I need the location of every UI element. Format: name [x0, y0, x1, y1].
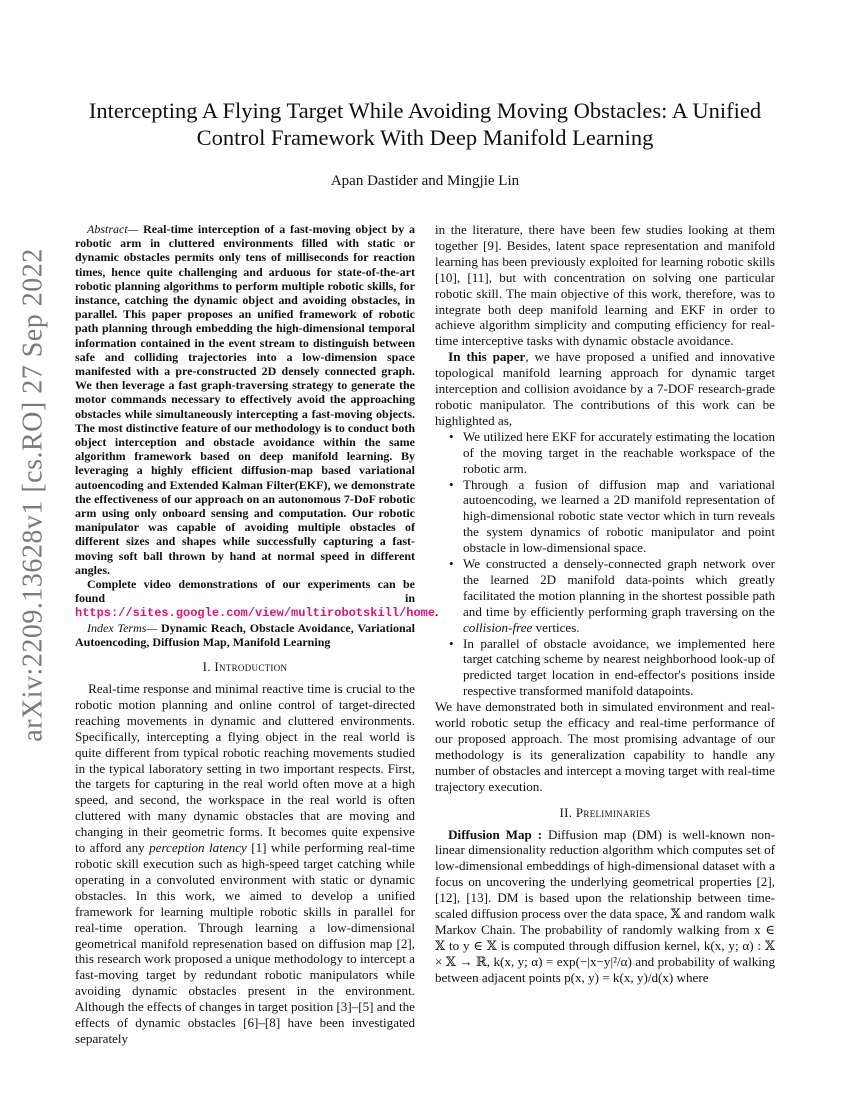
abstract-text: Real-time interception of a fast-moving object by a robotic arm in cluttered environments filled with static or dynamic obstacles permits only tens of milliseconds for reaction times, hence quite challenging and arduous for state-of-the-art robotic planning algorithms to perform multiple robotic skills, for instance, catching the dynamic object and avoiding obstacles, in parallel. This paper proposes an unified framework of robotic path planning through embedding the high-dimensional temporal information contained in the event stream to distinguish between safe and colliding trajectories into a low-dimension space manifested with a pre-constructed 2D densely connected graph. We then leverage a fast graph-traversing strategy to generate the motor commands necessary to effectively avoid the approaching obstacles while simultaneously intercepting a fast-moving objects. The most distinctive feature of our methodology is to conduct both object interception and obstacle avoidance within the same algorithm framework based on deep manifold learning. By leveraging a highly efficient diffusion-map based variational autoencoding and Extended Kalman Filter(EKF), we demonstrate the effectiveness of our approach on an autonomous 7-DoF robotic arm using only onboard sensing and computation. Our robotic manipulator was capable of avoiding multiple obstacles of different sizes and shapes while successfully capturing a fast-moving soft ball thrown by hand at normal speed in different angles. — [75, 222, 415, 577]
intro-paragraph-1 — [75, 681, 415, 1047]
arxiv-stamp — [10, 248, 58, 742]
arxiv-id: arXiv:2209.13628v1 [cs.RO] 27 Sep 2022 — [18, 248, 49, 742]
right-column — [435, 222, 775, 986]
in-this-paper-lead: In this paper — [448, 349, 526, 365]
intro-p3-text: , we have proposed a unified and innovative topological manifold learning approach for dynamic target interception and collision avoidance by a 7-DOF research-grade robotic manipulator. The contributions of this work can be highlighted as, — [435, 349, 775, 428]
bullet-3-emphasis: collision-free — [463, 619, 533, 635]
section-heading-introduction: I. Introduction — [202, 659, 288, 675]
left-column — [75, 222, 439, 1047]
intro-p1-part-a: Real-time response and minimal reactive time is crucial to the robotic motion planning and online control of target-directed reaching movements in dynamic and cluttered environments. Specifically, intercepting a flying object in the real world is quite different from typical robotic reaching movements studied in the typical laboratory setting in two important respects. First, the targets for capturing in the real world often move at a high speed, and second, the workspace in the real world is often cluttered with many dynamic obstacles that are moving and changing in their geometric forms. It becomes quite expensive to afford any — [75, 681, 415, 856]
index-terms-text: Dynamic Reach, Obstacle Avoidance, Variational Autoencoding, Diffusion Map, Manifold Learning — [75, 620, 415, 649]
abstract — [75, 222, 439, 649]
list-item: • Through a fusion of diffusion map and variational autoencoding, we learned a 2D manifold representation of high-dimensional robotic state vector which in turn reveals the system dynamics of robotic manipulator and point obstacle in low-dimensional space. — [463, 477, 775, 557]
section-heading-preliminaries: II. Preliminaries — [559, 804, 651, 820]
video-text: Complete video demonstrations of our experiments can be found in — [75, 577, 415, 606]
list-item — [463, 556, 775, 636]
bullet-3-end: vertices. — [532, 619, 580, 635]
list-item: • We utilized here EKF for accurately estimating the location of the moving target in the reachable workspace of the robotic arm. — [463, 429, 775, 477]
diffusion-map-text: Diffusion map (DM) is well-known non-linear dimensionality reduction algorithm which computes set of low-dimensional embeddings of high-dimensional dataset with a focus on uncovering the underlying geometrical properties [2], [12], [13]. DM is based upon the relationship between time-scaled diffusion process over the data space, 𝕏 and random walk Markov Chain. The probability of randomly walking from x ∈ 𝕏 to y ∈ 𝕏 is computed through diffusion kernel, k(x, y; α) : 𝕏 × 𝕏 → ℝ, k(x, y; α) = exp(−|x−y|²/α) and probability of walking between adjacent points p(x, y) = k(x, y)/d(x) where — [435, 826, 775, 985]
list-item: • In parallel of obstacle avoidance, we implemented here target catching scheme by nearest neighborhood look-up of predicted target location in end-effector's positions inside respective transformed manifold datapoints. — [463, 636, 775, 700]
intro-p1-emphasis: perception latency — [149, 840, 247, 856]
intro-paragraph-2: in the literature, there have been few studies looking at them together [9]. Besides, latent space representation and manifold learning has been previously exploited for learning robotic skills [10], [11], but with concentration on solving one particular robotic skill. The main objective of this work, therefore, was to integrate both deep manifold learning and EKF in order to achieve algorithm simplicity and computing efficiency for real-time interceptive tasks with dynamic obstacle avoidance. — [435, 222, 775, 349]
video-end: . — [435, 605, 439, 620]
paper-title: Intercepting A Flying Target While Avoiding Moving Obstacles: A Unified Control Framework With Deep Manifold Learning — [88, 98, 762, 150]
intro-paragraph-4: We have demonstrated both in simulated environment and real-world robotic setup the efficacy and real-time performance of our proposed approach. The most promising advantage of our methodology is its generalization capability to handle any number of obstacles and intercept a moving target with real-time trajectory execution. — [435, 699, 775, 794]
abstract-lead: Abstract— — [87, 222, 139, 236]
intro-p1-part-b: [1] while performing real-time robotic skill execution such as high-speed target catching while operating in a convoluted environment with static or dynamic obstacles. In this work, we aimed to develop a unified framework for learning multiple robotic skills in parallel for real-time operation. Through learning a low-dimensional geometrical manifold represenation based on diffusion map [2], this research work proposed a unique methodology to intercept a fast-moving target by redundant robotic manipulators while avoiding dynamic obstacles present in the environment. Although the effects of changes in target position [3]–[5] and the effects of dynamic obstacles [6]–[8] have been investigated separately — [75, 840, 415, 1046]
preliminaries-paragraph — [435, 827, 775, 986]
paper-authors: Apan Dastider and Mingjie Lin — [330, 173, 520, 189]
video-url-link[interactable]: https://sites.google.com/view/multirobotskill/home — [75, 606, 436, 621]
diffusion-map-lead: Diffusion Map : — [448, 826, 543, 842]
contributions-list — [435, 429, 775, 699]
bullet-3-text: We constructed a densely-connected graph network over the learned 2D manifold data-points which greatly facilitated the motion planning in the shortest possible path and time by efficiently performing graph traversing on the — [463, 556, 775, 619]
index-terms-lead: Index Terms— — [87, 620, 158, 635]
intro-paragraph-3 — [435, 349, 775, 429]
